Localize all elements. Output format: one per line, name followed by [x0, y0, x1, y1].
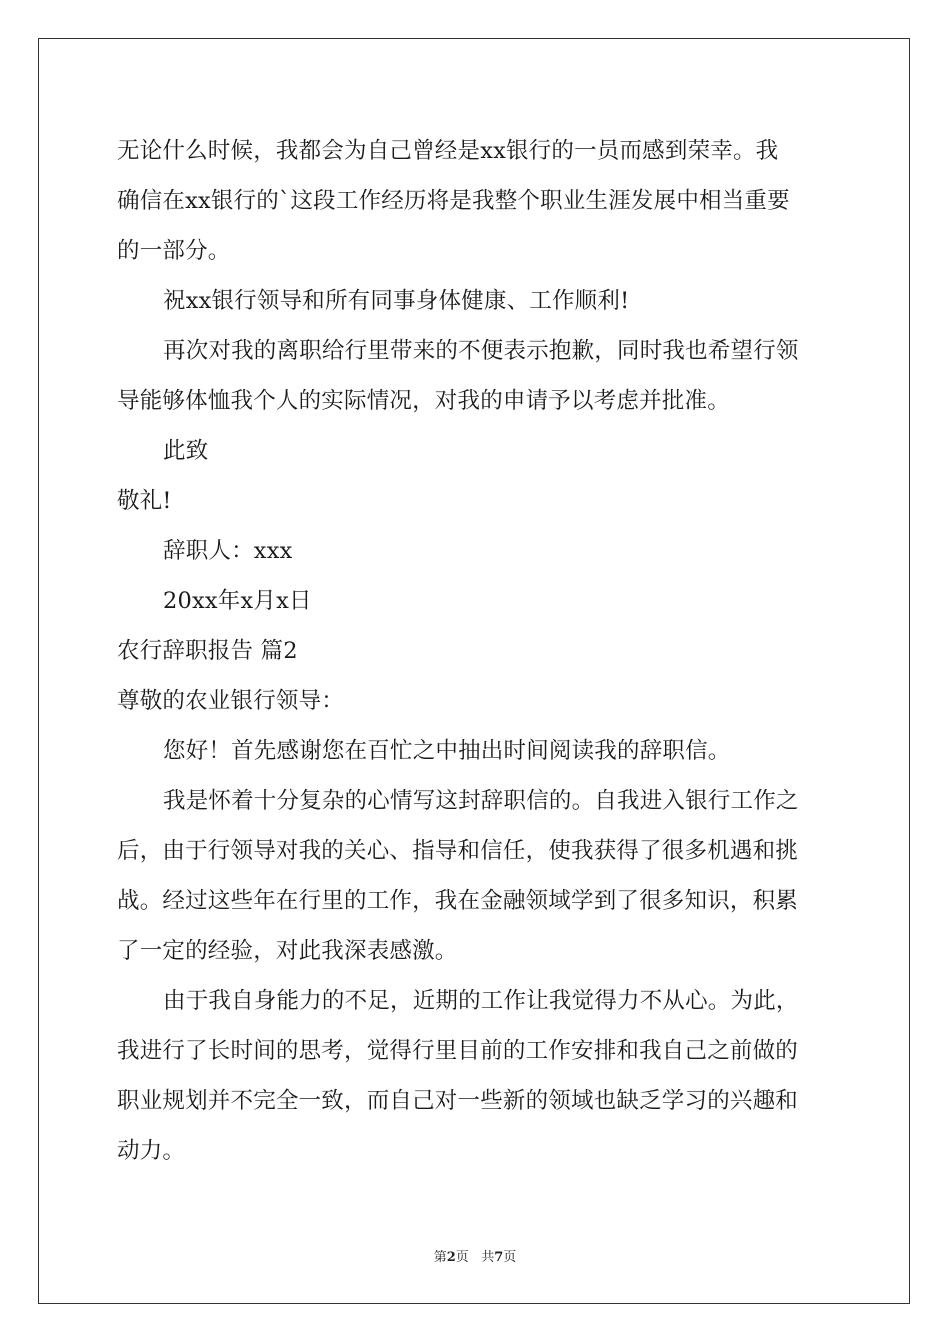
page-prefix: 第 [433, 1250, 447, 1265]
text-line: 祝xx银行领导和所有同事身体健康、工作顺利! [163, 288, 630, 314]
closing-salute: 敬礼! [117, 488, 172, 514]
text-line: 无论什么时候，我都会为自己曾经是xx银行的一员而感到荣幸。我 [117, 138, 779, 164]
page-number: 2 [446, 1250, 456, 1265]
signature-date: 20xx年x月x日 [163, 588, 312, 614]
total-prefix: 共 [481, 1250, 495, 1265]
text-line: 您好！首先感谢您在百忙之中抽出时间阅读我的辞职信。 [163, 738, 731, 764]
total-pages: 7 [494, 1250, 504, 1265]
salutation: 尊敬的农业银行领导： [117, 688, 345, 714]
closing-greeting: 此致 [163, 438, 209, 464]
text-line: 后，由于行领导对我的关心、指导和信任，使我获得了很多机遇和挑 [117, 838, 799, 864]
text-line: 职业规划并不完全一致，而自己对一些新的领域也缺乏学习的兴趣和 [117, 1088, 799, 1114]
document-body [117, 126, 833, 1176]
page-suffix: 页 [455, 1250, 469, 1265]
text-line: 我是怀着十分复杂的心情写这封辞职信的。自我进入银行工作之 [163, 788, 799, 814]
text-line: 我进行了长时间的思考，觉得行里目前的工作安排和我自己之前做的 [117, 1038, 799, 1064]
text-line: 动力。 [117, 1138, 186, 1164]
text-line: 战。经过这些年在行里的工作，我在金融领域学到了很多知识，积累 [117, 888, 799, 914]
total-suffix: 页 [503, 1250, 517, 1265]
signature-name: 辞职人：xxx [163, 538, 293, 564]
text-line: 由于我自身能力的不足，近期的工作让我觉得力不从心。为此， [163, 988, 799, 1014]
section-heading: 农行辞职报告 篇2 [117, 638, 298, 664]
page-footer [0, 1246, 950, 1265]
text-line: 的一部分。 [117, 238, 231, 264]
text-line: 再次对我的离职给行里带来的不便表示抱歉，同时我也希望行领 [163, 338, 799, 364]
text-line: 导能够体恤我个人的实际情况，对我的申请予以考虑并批准。 [117, 388, 730, 414]
text-line: 了一定的经验，对此我深表感激。 [117, 938, 458, 964]
text-line: 确信在xx银行的`这段工作经历将是我整个职业生涯发展中相当重要 [117, 188, 790, 214]
